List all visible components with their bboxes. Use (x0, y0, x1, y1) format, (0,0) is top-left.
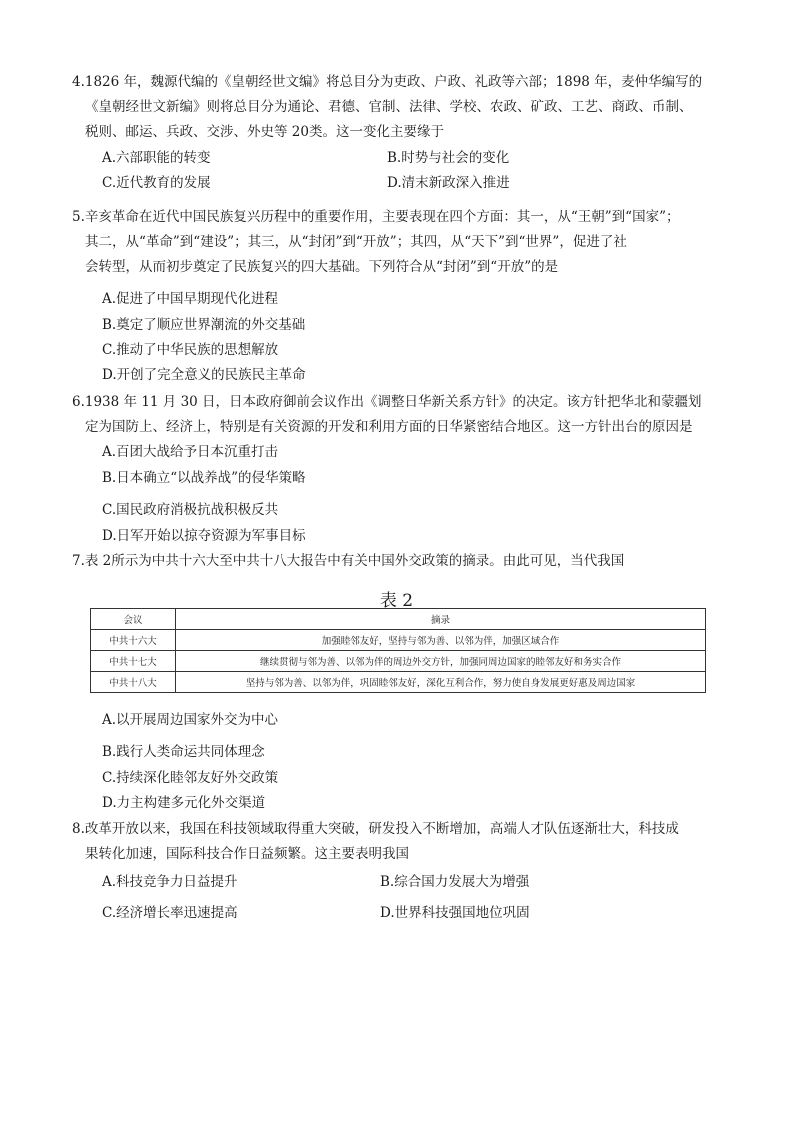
question-7-option-d[interactable]: D.力主构建多元化外交渠道 (102, 795, 266, 811)
question-6-option-b[interactable]: B.日本确立“以战养战”的侵华策略 (102, 470, 306, 486)
table-header-row (91, 609, 706, 630)
question-5-option-c[interactable]: C.推动了中华民族的思想解放 (102, 342, 279, 358)
question-5-option-d[interactable]: D.开创了完全意义的民族民主革命 (102, 367, 306, 383)
table-title: 表 2 (379, 591, 414, 611)
question-5-option-b[interactable]: B.奠定了顺应世界潮流的外交基础 (102, 317, 306, 333)
question-8-option-a[interactable]: A.科技竞争力日益提升 (102, 874, 238, 890)
question-6-option-a[interactable]: A.百团大战给予日本沉重打击 (102, 444, 279, 460)
question-8-line-1: 8.改革开放以来，我国在科技领域取得重大突破，研发投入不断增加，高端人才队伍逐渐壮大，科技成 (72, 821, 679, 837)
table-cell-meeting: 中共十七大 (91, 651, 176, 672)
question-8-line-2: 果转化加速，国际科技合作日益频繁。这主要表明我国 (85, 846, 409, 862)
table-header-excerpt: 摘录 (176, 609, 706, 630)
table-row (91, 651, 706, 672)
question-4-line-2: 《皇朝经世文新编》则将总目分为通论、君德、官制、法律、学校、农政、矿政、工艺、商政、币制、 (85, 99, 693, 115)
question-7-option-a[interactable]: A.以开展周边国家外交为中心 (102, 712, 279, 728)
question-8 (72, 817, 725, 867)
question-4-line-3: 税则、邮运、兵政、交涉、外史等 20类。这一变化主要缘于 (85, 124, 444, 140)
question-4-option-d[interactable]: D.清末新政深入推进 (387, 175, 510, 191)
question-4-option-c[interactable]: C.近代教育的发展 (102, 175, 211, 191)
question-6-line-1: 6.1938 年 11 月 30 日，日本政府御前会议作出《调整日华新关系方针》的决定。该方针把华北和蒙疆划 (72, 394, 702, 410)
question-6 (72, 390, 725, 440)
table-header-meeting: 会议 (91, 609, 176, 630)
question-5-line-1: 5.辛亥革命在近代中国民族复兴历程中的重要作用，主要表现在四个方面：其一，从“王朝”到“国家”； (72, 209, 680, 225)
question-7-line-1: 7.表 2所示为中共十六大至中共十八大报告中有关中国外交政策的摘录。由此可见，当代我国 (72, 553, 625, 569)
question-8-option-b[interactable]: B.综合国力发展大为增强 (380, 874, 530, 890)
question-5-line-3: 会转型，从而初步奠定了民族复兴的四大基础。下列符合从“封闭”到“开放”的是 (85, 259, 559, 275)
question-6-line-2: 定为国防上、经济上，特别是有关资源的开发和利用方面的日华紧密结合地区。这一方针出台的原因是 (85, 419, 693, 435)
question-4-line-1: 4.1826 年，魏源代编的《皇朝经世文编》将总目分为吏政、户政、礼政等六部；1898 年，麦仲华编写的 (72, 74, 703, 90)
table-cell-excerpt: 坚持与邻为善、以邻为伴，巩固睦邻友好，深化互利合作，努力使自身发展更好惠及周边国家 (176, 672, 706, 693)
question-8-option-c[interactable]: C.经济增长率迅速提高 (102, 905, 238, 921)
question-7-option-c[interactable]: C.持续深化睦邻友好外交政策 (102, 770, 279, 786)
question-6-option-c[interactable]: C.国民政府消极抗战积极反共 (102, 502, 279, 518)
question-8-option-d[interactable]: D.世界科技强国地位巩固 (380, 905, 530, 921)
question-5 (72, 205, 725, 280)
question-4-option-b[interactable]: B.时势与社会的变化 (387, 150, 510, 166)
question-5-option-a[interactable]: A.促进了中国早期现代化进程 (102, 291, 279, 307)
question-4-option-a[interactable]: A.六部职能的转变 (102, 150, 211, 166)
table-cell-meeting: 中共十六大 (91, 630, 176, 651)
question-7-option-b[interactable]: B.践行人类命运共同体理念 (102, 744, 265, 760)
table-cell-excerpt: 加强睦邻友好，坚持与邻为善、以邻为伴，加强区域合作 (176, 630, 706, 651)
question-5-line-2: 其二，从“革命”到“建设”；其三，从“封闭”到“开放”；其四，从“天下”到“世界”，促进了社 (85, 234, 627, 250)
table-cell-meeting: 中共十八大 (91, 672, 176, 693)
table-row (91, 630, 706, 651)
table-cell-excerpt: 继续贯彻与邻为善、以邻为伴的周边外交方针，加强同周边国家的睦邻友好和务实合作 (176, 651, 706, 672)
table-row (91, 672, 706, 693)
question-6-option-d[interactable]: D.日军开始以掠夺资源为军事目标 (102, 528, 306, 544)
policy-table (90, 608, 706, 693)
question-4 (72, 70, 725, 145)
question-7 (72, 549, 725, 574)
